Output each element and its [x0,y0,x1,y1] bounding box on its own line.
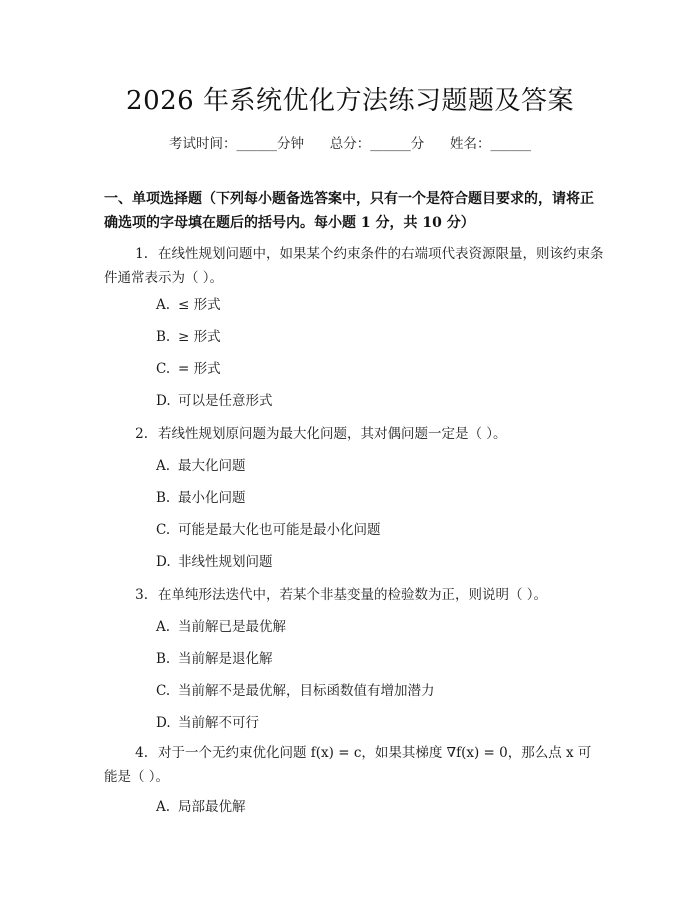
question-1 [104,242,604,290]
option-letter: A. [156,799,171,815]
option-2b [156,488,246,508]
option-letter: C. [156,361,171,377]
option-text: 最小化问题 [178,490,246,506]
option-2c [156,520,381,540]
option-letter: D. [156,393,171,409]
question-text: 在单纯形法迭代中，若某个非基变量的检验数为正，则说明（ ）。 [158,587,548,603]
document-title: 2026 年系统优化方法练习题题及答案 [126,86,574,116]
option-text: 当前解是退化解 [178,651,273,667]
option-letter: B. [156,329,171,345]
question-2 [104,422,604,446]
question-number: 1. [135,246,148,262]
question-4 [104,741,604,789]
question-text: 若线性规划原问题为最大化问题，其对偶问题一定是（ ）。 [158,426,507,442]
option-text: 最大化问题 [178,458,246,474]
exam-meta-line: 考试时间：______分钟 总分：______分 姓名：______ [169,136,531,152]
option-text: 当前解已是最优解 [178,619,286,635]
section-heading: 一、单项选择题（下列每小题备选答案中，只有一个是符合题目要求的，请将正确选项的字母填在题后的括号内。每小题 1 分，共 10 分） [104,191,594,231]
question-number: 3. [135,587,148,603]
option-3b [156,649,273,669]
question-3 [104,583,604,607]
option-text: 可能是最大化也可能是最小化问题 [178,522,381,538]
option-letter: D. [156,554,171,570]
option-1b [156,327,221,347]
option-text: 可以是任意形式 [178,393,273,409]
option-text: ≤ 形式 [178,297,221,313]
question-number: 4. [135,745,148,761]
option-text: 当前解不是最优解，目标函数值有增加潜力 [178,683,435,699]
option-letter: A. [156,619,171,635]
option-letter: A. [156,297,171,313]
option-text: 当前解不可行 [178,715,259,731]
option-1d [156,391,273,411]
option-3a [156,617,286,637]
option-3d [156,713,259,733]
option-letter: C. [156,683,171,699]
option-letter: D. [156,715,171,731]
option-letter: B. [156,651,171,667]
option-text: 局部最优解 [178,799,246,815]
question-text: 对于一个无约束优化问题 f(x) = c，如果其梯度 ∇f(x) = 0，那么点 x 可能是（ ）。 [104,745,592,785]
option-3c [156,681,435,701]
option-4a [156,797,246,817]
question-number: 2. [135,426,148,442]
option-letter: A. [156,458,171,474]
option-text: 非线性规划问题 [178,554,273,570]
option-1c [156,359,221,379]
question-text: 在线性规划问题中，如果某个约束条件的右端项代表资源限量，则该约束条件通常表示为（ ）。 [104,246,604,286]
option-1a [156,295,221,315]
option-letter: B. [156,490,171,506]
option-letter: C. [156,522,171,538]
option-2d [156,552,273,572]
option-text: = 形式 [178,361,221,377]
option-2a [156,456,246,476]
option-text: ≥ 形式 [178,329,221,345]
